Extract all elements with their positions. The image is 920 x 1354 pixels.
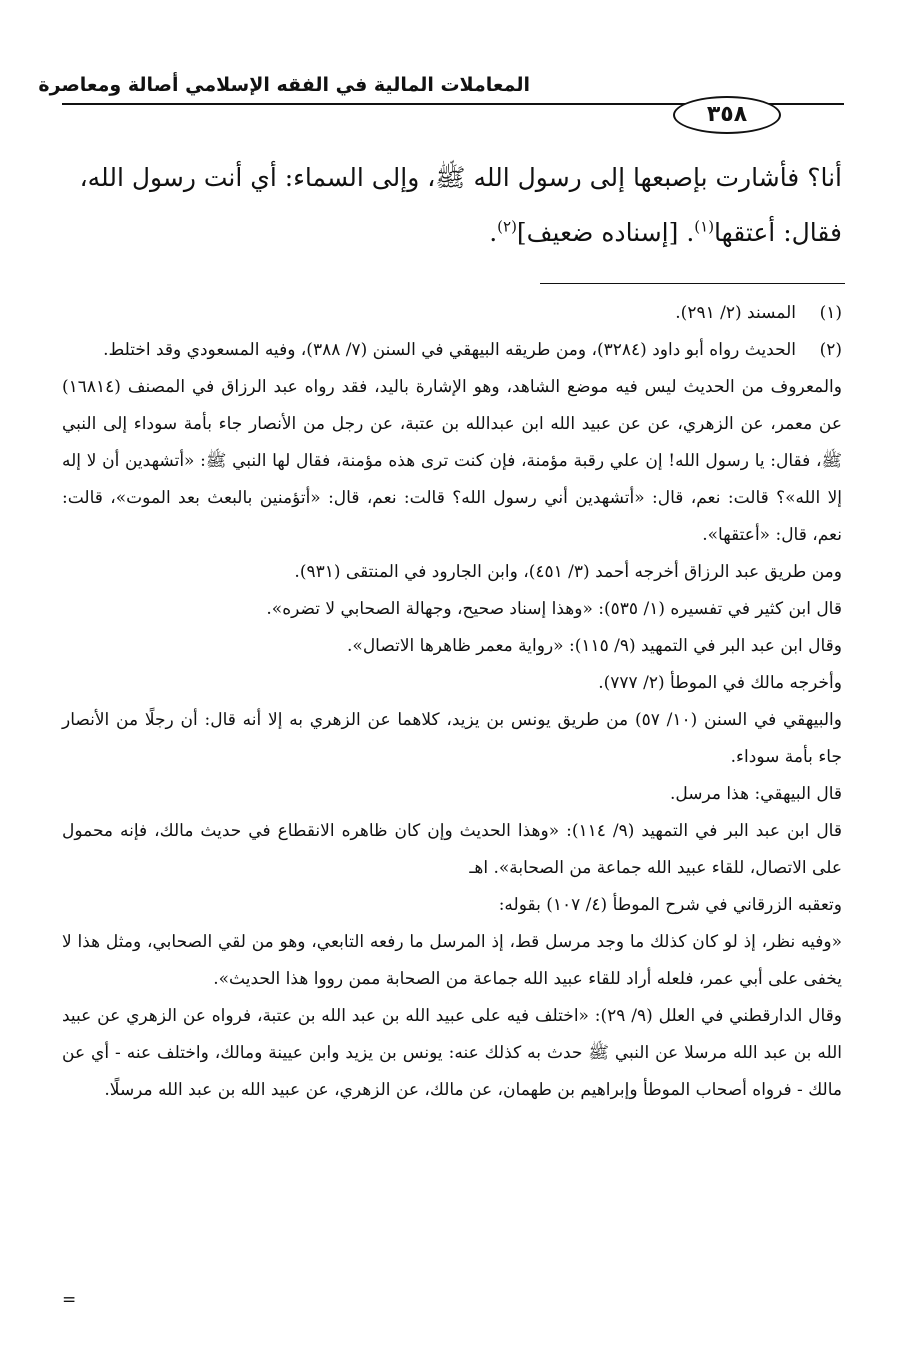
- footnote-1-text: المسند (٢/ ٢٩١).: [675, 303, 796, 323]
- page-number: ٣٥٨: [673, 96, 781, 134]
- footnote-paragraph-10: «وفيه نظر، إذ لو كان كذلك ما وجد مرسل قط، إذ المرسل ما رفعه التابعي، وهو من لقي الصحابي، ومثل هذا لا يخفى على أبي عمر، فلعله أراد للقاء عبيد الله جماعة من الصحابة ممن رووا هذا الحديث».: [62, 932, 842, 989]
- footnote-paragraph-7: قال البيهقي: هذا مرسل.: [670, 784, 842, 804]
- footnote-paragraph-9: وتعقبه الزرقاني في شرح الموطأ (٤/ ١٠٧) بقوله:: [498, 895, 842, 915]
- footnote-paragraph-1: والمعروف من الحديث ليس فيه موضع الشاهد، وهو الإشارة باليد، فقد رواه عبد الرزاق في المصنف (١٦٨١٤) عن معمر، عن الزهري، عن عن عبيد الله ابن عبدالله بن عتبة، عن رجل من الأنصار جاء بأمة سوداء إلى النبي ﷺ، فقال: يا رسول الله! إن علي رقبة مؤمنة، فإن كنت ترى هذه مؤمنة، فقال لها النبي ﷺ: «أتشهدين أن لا إله إلا الله»؟ قالت: نعم، قال: «أتشهدين أني رسول الله؟ قالت: نعم، قال: «أتؤمنين بالبعث بعد الموت»، قالت: نعم، قال: «أعتقها».: [62, 377, 842, 545]
- main-line-2: [62, 205, 842, 260]
- main-text: [62, 150, 842, 260]
- footnote-paragraph-5: وأخرجه مالك في الموطأ (٢/ ٧٧٧).: [598, 673, 842, 693]
- footnote-paragraph-8: قال ابن عبد البر في التمهيد (٩/ ١١٤): «وهذا الحديث وإن كان ظاهره الانقطاع في حديث مالك، فإنه محمول على الاتصال، للقاء عبيد الله جماعة من الصحابة». اهـ: [62, 821, 842, 878]
- main-line-2-mid: . [إسناده ضعيف]: [516, 218, 695, 247]
- footnote-paragraph-4: وقال ابن عبد البر في التمهيد (٩/ ١١٥): «رواية معمر ظاهرها الاتصال».: [347, 636, 842, 656]
- footnote-paragraph-2: ومن طريق عبد الرزاق أخرجه أحمد (٣/ ٤٥١)، وابن الجارود في المنتقى (٩٣١).: [294, 562, 842, 582]
- footnote-paragraph-11: وقال الدارقطني في العلل (٩/ ٢٩): «اختلف فيه على عبيد الله بن عبد الله بن عتبة، فرواه عن الزهري عن عبيد الله بن عبد الله مرسلا عن النبي ﷺ حدث به كذلك عنه: يونس بن يزيد وابن عيينة ومالك، واختلف عنه - أي عن مالك - فرواه أصحاب الموطأ وإبراهيم بن طهمان، عن مالك، عن الزهري، عن عبيد الله بن عبد الله مرسلًا.: [62, 1006, 843, 1100]
- footnote-1: [62, 295, 842, 332]
- footnote-paragraph-3: قال ابن كثير في تفسيره (١/ ٥٣٥): «وهذا إسناد صحيح، وجهالة الصحابي لا تضره».: [266, 599, 842, 619]
- footnote-ref-2: (٢): [497, 217, 517, 236]
- footnote-2: [62, 332, 842, 369]
- main-line-2-prefix: فقال: أعتقها: [714, 218, 842, 247]
- continuation-mark: =: [62, 1290, 77, 1310]
- footnote-2-mark: (٢): [819, 340, 842, 360]
- main-line-2-end: .: [489, 218, 498, 247]
- footnote-2-text: الحديث رواه أبو داود (٣٢٨٤)، ومن طريقه البيهقي في السنن (٧/ ٣٨٨)، وفيه المسعودي وقد اختلط.: [103, 340, 796, 360]
- main-line-1: أنا؟ فأشارت بإصبعها إلى رسول الله ﷺ، وإلى السماء: أي أنت رسول الله،: [79, 163, 842, 192]
- footnote-separator: [540, 283, 845, 284]
- footnotes: [62, 295, 842, 1109]
- footnote-paragraph-6: والبيهقي في السنن (١٠/ ٥٧) من طريق يونس بن يزيد، كلاهما عن الزهري به إلا أنه قال: أن رجلًا من الأنصار جاء بأمة سوداء.: [62, 710, 842, 767]
- footnote-ref-1: (١): [694, 217, 715, 236]
- running-title: المعاملات المالية في الفقه الإسلامي أصالة ومعاصرة: [38, 74, 530, 96]
- footnote-1-mark: (١): [819, 303, 842, 323]
